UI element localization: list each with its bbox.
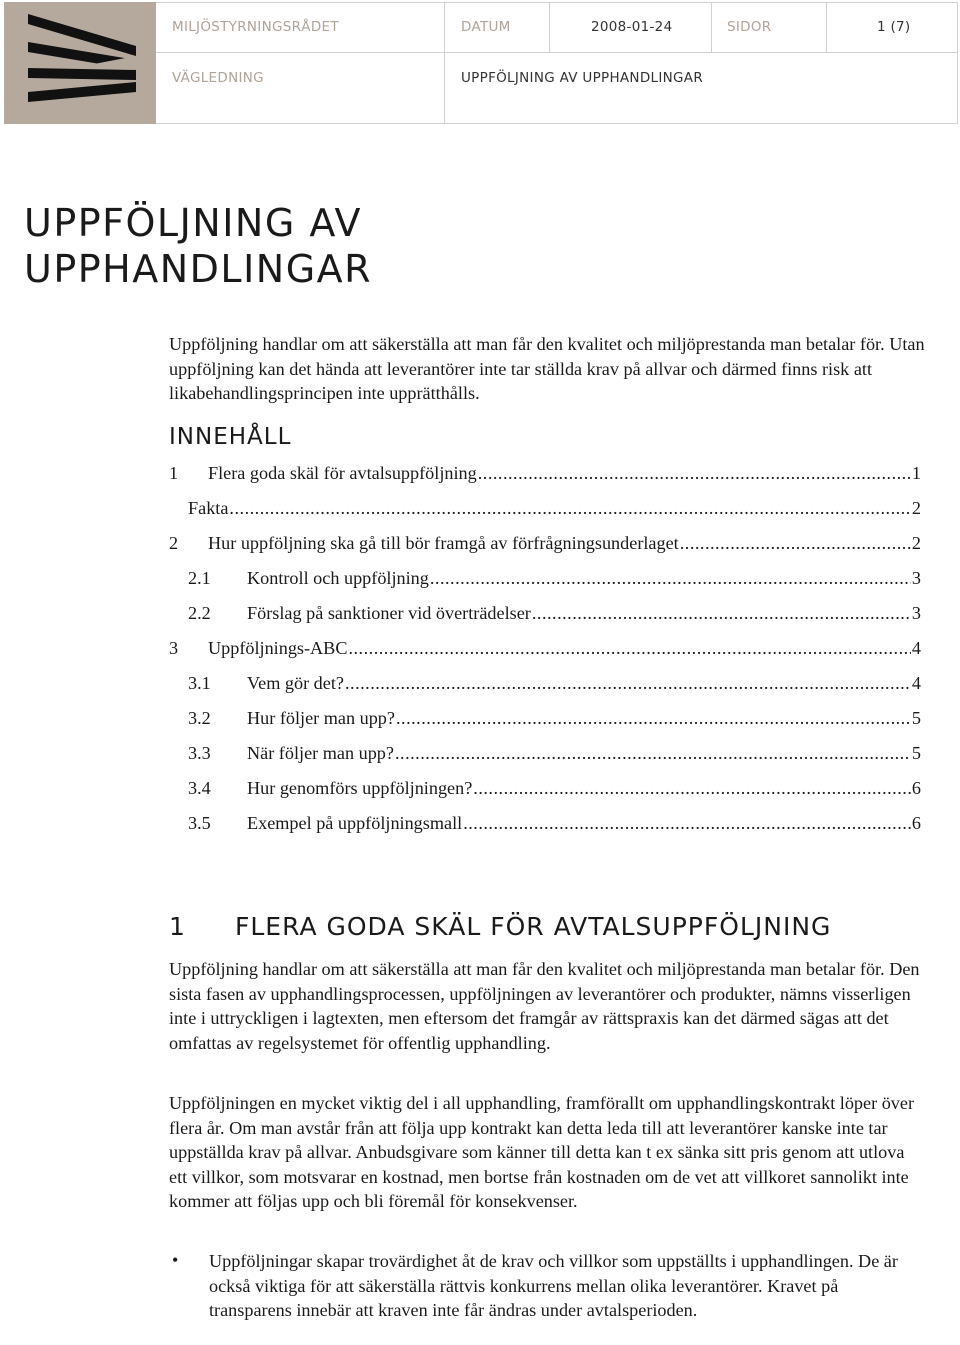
toc-entry[interactable] (188, 673, 921, 703)
toc-entry[interactable] (188, 743, 921, 773)
toc-entry-title: Hur följer man upp? (247, 708, 395, 728)
toc-entry-number: 2.2 (188, 603, 211, 623)
toc-entry-page: 3 (911, 568, 921, 588)
toc-entry[interactable] (169, 638, 921, 668)
toc-entry-number: 1 (169, 463, 179, 483)
toc-entry[interactable] (169, 498, 921, 528)
toc-entry[interactable] (188, 813, 921, 843)
toc-entry-number: 3 (169, 638, 179, 658)
section-1-paragraph-1: Uppföljning handlar om att säkerställa att man får den kvalitet och miljöprestanda man betalar för. Den sista fasen av upphandlingsprocessen, uppföljningen av leverantörer och produkter, nämns visserligen inte i uttryckligen i lagtexten, men eftersom det framgår av rättspraxis kan det därmed sägas att det omfattas av regelsystemet för offentlig upphandling. (169, 959, 920, 1053)
toc-entry-title: Hur genomförs uppföljningen? (247, 778, 473, 798)
toc-entry-page: 6 (911, 813, 921, 833)
header-doc-subject: UPPFÖLJNING AV UPPHANDLINGAR (461, 70, 704, 86)
toc-entry-page: 4 (911, 673, 921, 693)
toc-entry-page: 2 (911, 533, 921, 553)
toc-leader-dots (478, 463, 911, 484)
toc-entry-title: Hur uppföljning ska gå till bör framgå av förfrågningsunderlaget (208, 533, 679, 553)
header-date-value: 2008-01-24 (591, 19, 673, 35)
toc-entry-page: 3 (911, 603, 921, 623)
toc-leader-dots (229, 498, 910, 519)
toc-entry-number: 3.5 (188, 813, 211, 833)
toc-entry-page: 4 (911, 638, 921, 658)
toc-entry[interactable] (188, 568, 921, 598)
toc-heading: INNEHÅLL (169, 424, 292, 450)
toc-entry-title: Exempel på uppföljningsmall (247, 813, 463, 833)
toc-entry-title: Flera goda skäl för avtalsuppföljning (208, 463, 477, 483)
toc-entry-title: Förslag på sanktioner vid överträdelser (247, 603, 531, 623)
toc-entry[interactable] (169, 533, 921, 563)
toc-entry-title: Fakta (188, 498, 229, 518)
toc-leader-dots (396, 708, 911, 729)
section-1-bullet-item: Uppföljningar skapar trovärdighet åt de krav och villkor som uppställts i upphandlingen. De är också viktiga för att säkerställa rättvis konkurrens mellan olika leverantörer. Kravet på transparens innebär att kraven inte får ändras under avtalsperioden. (209, 1251, 898, 1320)
logo-block (4, 2, 156, 124)
toc-leader-dots (532, 603, 911, 624)
toc-entry-title: När följer man upp? (247, 743, 394, 763)
toc-entry-page: 6 (911, 778, 921, 798)
toc-leader-dots (395, 743, 911, 764)
header-doctype-label: VÄGLEDNING (172, 70, 264, 86)
toc-leader-dots (430, 568, 911, 589)
header-pages-value: 1 (7) (877, 19, 911, 35)
page-title (24, 200, 372, 292)
toc-leader-dots (463, 813, 911, 834)
toc-entry-number: 2.1 (188, 568, 211, 588)
toc-entry-number: 3.3 (188, 743, 211, 763)
toc-entry-number: 3.1 (188, 673, 211, 693)
toc-entry-page: 1 (911, 463, 921, 483)
toc-entry-page: 5 (911, 743, 921, 763)
toc-entry[interactable] (169, 463, 921, 493)
page-title-line-1: UPPFÖLJNING AV (24, 201, 362, 245)
toc-leader-dots (348, 638, 910, 659)
toc-leader-dots (680, 533, 911, 554)
toc-entry-number: 3.4 (188, 778, 211, 798)
toc-entry-title: Kontroll och uppföljning (247, 568, 429, 588)
toc-entry[interactable] (188, 708, 921, 738)
header-pages-label: SIDOR (727, 19, 772, 35)
organization-logo-icon (24, 12, 140, 112)
toc-entry-number: 2 (169, 533, 179, 553)
toc-entry-page: 5 (911, 708, 921, 728)
page-title-line-2: UPPHANDLINGAR (24, 247, 373, 291)
toc-entry-page: 2 (911, 498, 921, 518)
toc-entry-title: Uppföljnings-ABC (208, 638, 348, 658)
toc-leader-dots (345, 673, 911, 694)
header-date-label: DATUM (461, 19, 511, 35)
bullet-icon: • (172, 1250, 179, 1270)
section-1-heading: FLERA GODA SKÄL FÖR AVTALSUPPFÖLJNING (235, 912, 832, 941)
toc-entry-number: 3.2 (188, 708, 211, 728)
section-1-number: 1 (169, 912, 186, 941)
toc-entry[interactable] (188, 778, 921, 808)
toc-entry[interactable] (188, 603, 921, 633)
section-1-paragraph-2: Uppföljningen en mycket viktig del i all upphandling, framförallt om upphandlingskontrakt löper över flera år. Om man avstår från att följa upp kontrakt kan detta leda till att leverantörer kanske inte tar uppställda krav på allvar. Anbudsgivare som känner till detta kan t ex sänka sitt pris genom att utlova ett villkor, som motsvarar en kostnad, men bortse från kostnaden om de vet att villkoret sannolikt inte kommer att följas upp och bli föremål för konsekvenser. (169, 1093, 915, 1211)
toc-entry-title: Vem gör det? (247, 673, 344, 693)
intro-paragraph: Uppföljning handlar om att säkerställa att man får den kvalitet och miljöprestanda man betalar för. Utan uppföljning kan det hända att leverantörer inte tar ställda krav på allvar och därmed finns risk att likabehandlingsprincipen inte upprätthålls. (169, 334, 925, 403)
toc-leader-dots (473, 778, 911, 799)
header-org-label: MILJÖSTYRNINGSRÅDET (172, 19, 339, 35)
